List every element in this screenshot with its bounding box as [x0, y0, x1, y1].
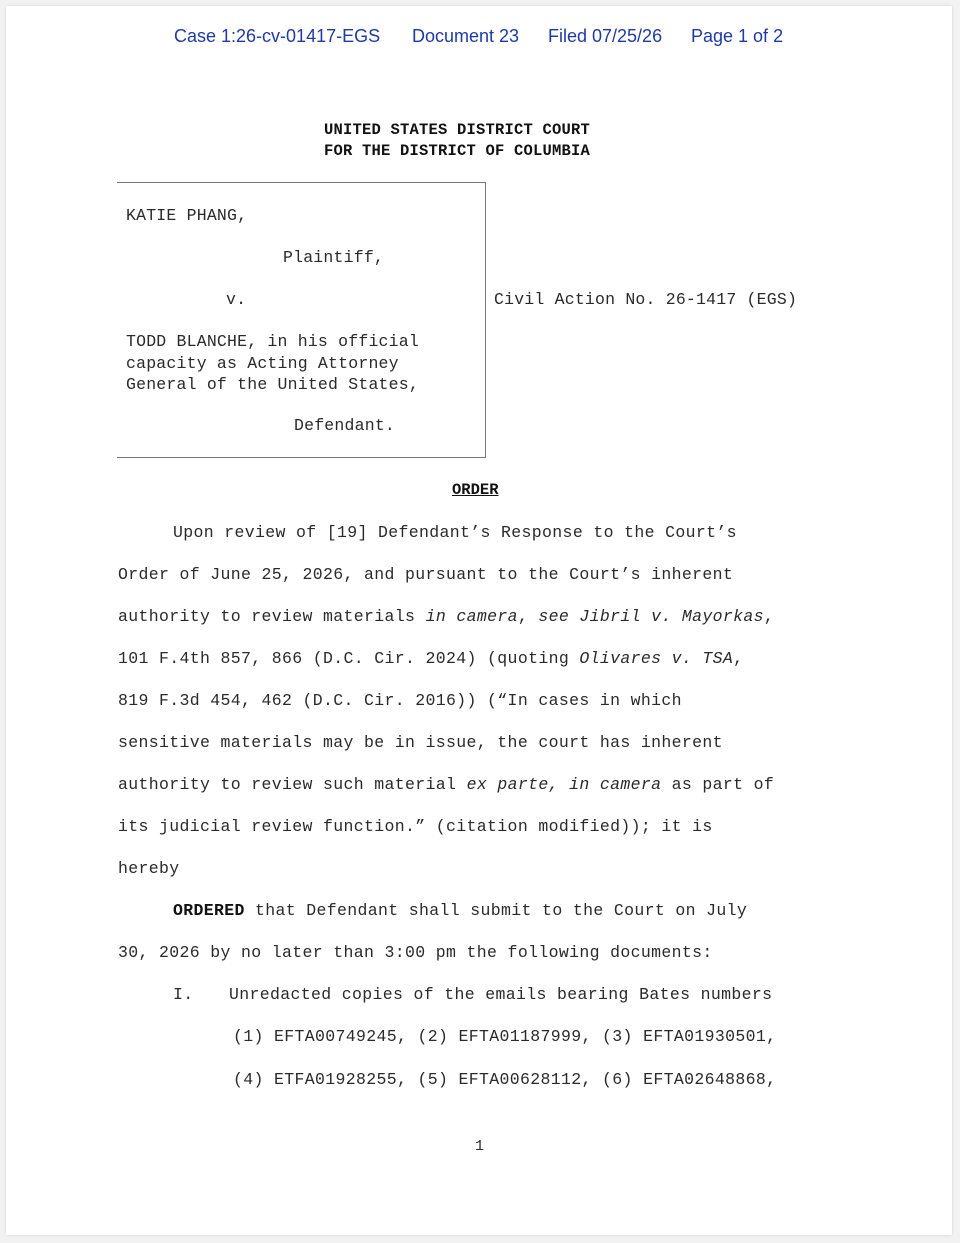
page-number: 1 [475, 1138, 485, 1155]
filed-date: Filed 07/25/26 [548, 26, 663, 46]
list-item-line-3: (4) ETFA01928255, (5) EFTA00628112, (6) EFTA02648868, [233, 1070, 777, 1089]
body-line-4 [118, 649, 743, 668]
body-line-3 [118, 607, 774, 626]
body-line-11: 30, 2026 by no later than 3:00 pm the following documents: [118, 943, 713, 962]
text-span: , [763, 607, 775, 626]
body-line-10 [173, 901, 747, 920]
body-line-9: hereby [118, 859, 180, 878]
list-item-line-1: Unredacted copies of the emails bearing Bates numbers [229, 985, 773, 1004]
body-line-7 [118, 775, 774, 794]
ordered-keyword: ORDERED [173, 901, 245, 920]
text-span: 101 F.4th 857, 866 (D.C. Cir. 2024) (quoting [118, 649, 580, 668]
in-camera-text: in camera [425, 607, 518, 626]
court-name-line1: UNITED STATES DISTRICT COURT [324, 121, 591, 139]
order-title: ORDER [452, 481, 499, 499]
plaintiff-name: KATIE PHANG, [126, 206, 248, 225]
list-item-line-2: (1) EFTA00749245, (2) EFTA01187999, (3) EFTA01930501, [233, 1027, 777, 1046]
defendant-line1: TODD BLANCHE, in his official [126, 332, 419, 351]
text-span: , [733, 649, 744, 668]
document-number: Document 23 [412, 26, 520, 46]
text-span: , [517, 607, 539, 626]
text-span: authority to review such material [118, 775, 467, 794]
defendant-line3: General of the United States, [126, 375, 419, 394]
body-line-1: Upon review of [19] Defendant’s Response to the Court’s [173, 523, 737, 542]
case-number: Case 1:26-cv-01417-EGS [174, 26, 381, 46]
citation-olivares: Olivares v. TSA [579, 649, 734, 668]
citation-jibril: see Jibril v. Mayorkas [538, 607, 764, 626]
ex-parte-text: ex parte, in camera [466, 775, 662, 794]
list-item-marker: I. [173, 985, 194, 1004]
body-line-8: its judicial review function.” (citation modified)); it is [118, 817, 713, 836]
court-name-line2: FOR THE DISTRICT OF COLUMBIA [324, 142, 591, 160]
defendant-line2: capacity as Acting Attorney [126, 354, 399, 373]
text-span: that Defendant shall submit to the Court on July [244, 901, 748, 920]
versus: v. [226, 290, 247, 309]
defendant-role: Defendant. [294, 416, 396, 435]
body-line-6: sensitive materials may be in issue, the court has inherent [118, 733, 723, 752]
civil-action-number: Civil Action No. 26-1417 (EGS) [494, 290, 798, 309]
plaintiff-role: Plaintiff, [283, 248, 385, 267]
text-span: authority to review materials [118, 607, 426, 626]
body-line-2: Order of June 25, 2026, and pursuant to the Court’s inherent [118, 565, 734, 584]
body-line-5: 819 F.3d 454, 462 (D.C. Cir. 2016)) (“In cases in which [118, 691, 682, 710]
page-count: Page 1 of 2 [691, 26, 784, 46]
text-span: as part of [661, 775, 775, 794]
